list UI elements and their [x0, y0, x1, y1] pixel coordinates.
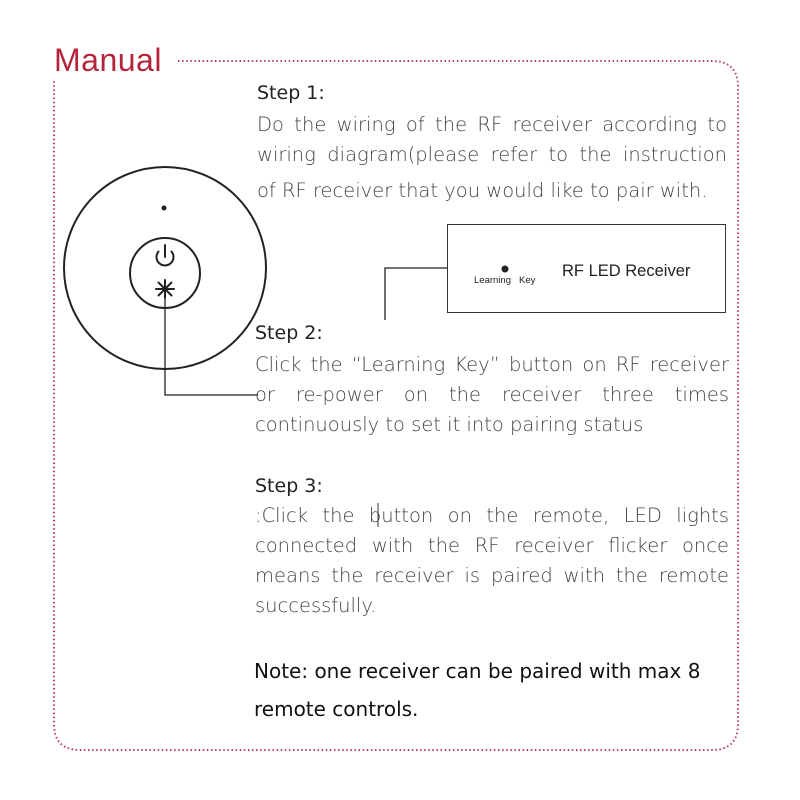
remote-leader-line — [165, 299, 258, 395]
step-2-line-2: or re-power on the receiver three times — [255, 383, 729, 406]
remote-indicator-dot — [162, 206, 167, 211]
learning-key-button[interactable] — [499, 263, 511, 275]
step-2-heading: Step 2: — [255, 322, 323, 344]
step-3-line-3: means the receiver is paired with the remote — [255, 564, 729, 587]
step-3-text — [255, 501, 729, 621]
step-3-line-4: successfully. — [255, 594, 377, 617]
key-label: Key — [519, 275, 536, 286]
step-3-heading: Step 3: — [255, 475, 323, 497]
step-2-text — [255, 350, 729, 440]
step-3-line-1: :Click the button on the remote, LED lights — [255, 504, 729, 527]
note — [254, 652, 730, 728]
learning-label: Learning — [474, 275, 511, 286]
step-2-line-3: continuously to set it into pairing status — [255, 413, 644, 436]
step-1-line-2: wiring diagram(please refer to the instruction — [257, 143, 727, 166]
step-3-line-2: connected with the RF receiver flicker once — [255, 534, 729, 557]
note-line-2: remote controls. — [254, 697, 419, 721]
step-2-line-1: Click the “Learning Key” button on RF receiver — [255, 353, 729, 376]
step-1-heading: Step 1: — [257, 82, 325, 104]
power-icon — [156, 245, 173, 265]
step-1-line-1: Do the wiring of the RF receiver according to — [257, 113, 727, 136]
note-line-1: Note: one receiver can be paired with max 8 — [254, 659, 701, 683]
receiver-name: RF LED Receiver — [562, 262, 691, 280]
page-title: Manual — [54, 42, 162, 78]
asterisk-icon — [156, 280, 174, 298]
step-1-text — [257, 110, 727, 206]
step-1-line-3: of RF receiver that you would like to pair with. — [257, 179, 708, 202]
